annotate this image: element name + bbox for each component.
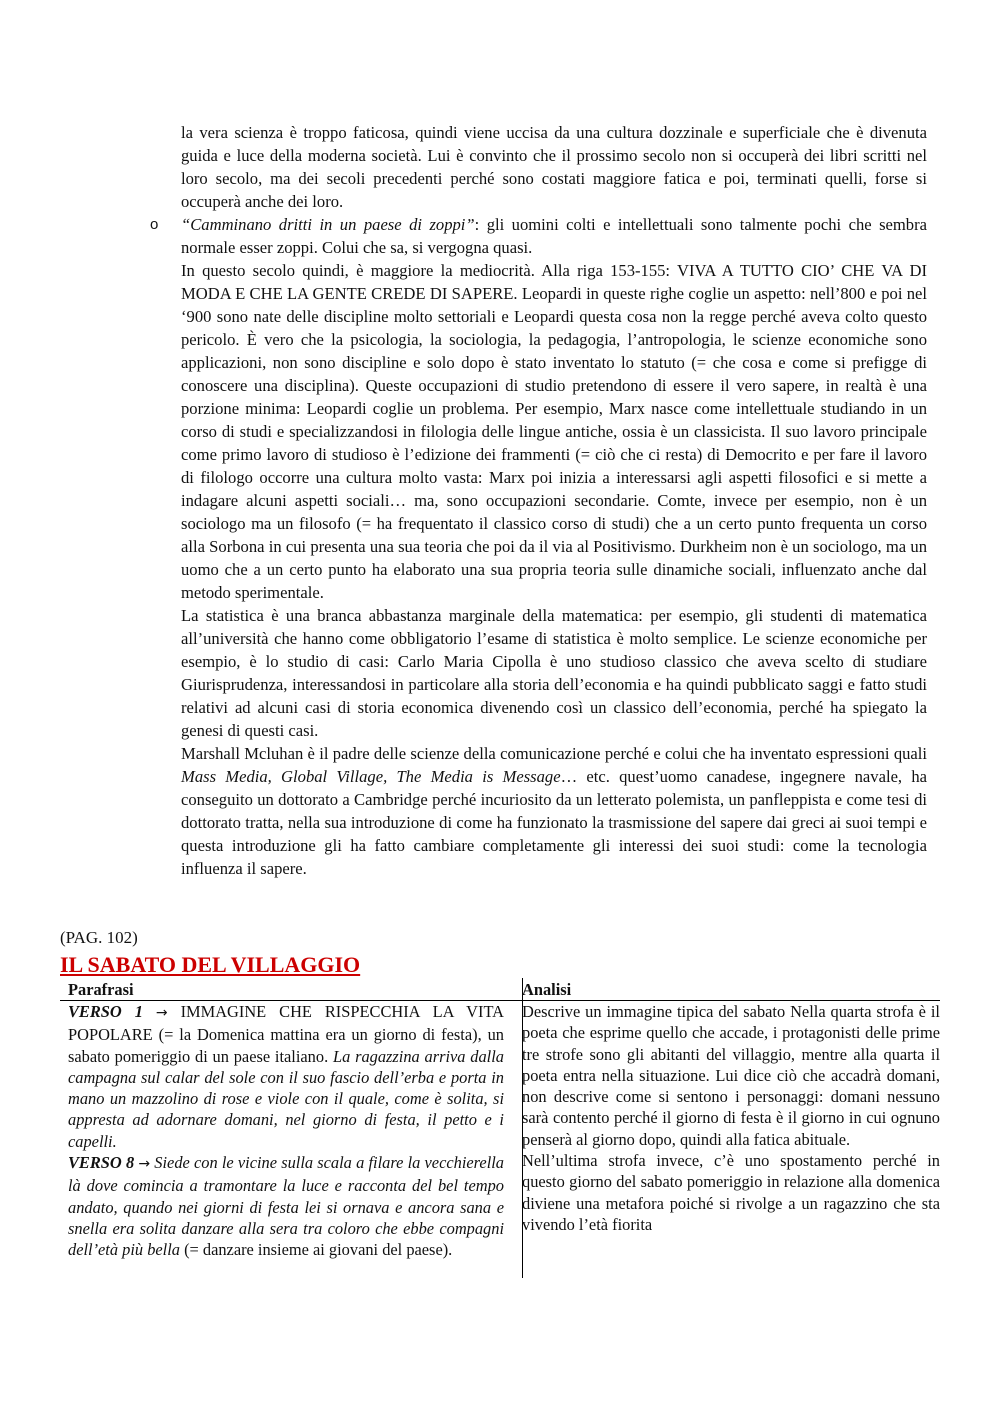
verso-8-text (68, 1152, 504, 1260)
analisi-cell (512, 1001, 940, 1261)
analisi-paragraph-1: Descrive un immagine tipica del sabato Nella quarta strofa è il poeta che esprime quello che accade, i protagonisti delle prime tre strofe sono gli abitanti del villaggio, mentre alla quarta il poeta entra nella situazione. Lui dice ciò che accadrà domani, non descrive come si sentono i personaggi: domani nessuno sarà contento perché il giorno di festa è il giorno in cui ognuno penserà al giorno dopo, quindi alla fatica abituale. (522, 1002, 940, 1149)
mcluhan-italic-terms: Mass Media, Global Village, The Media is Message (181, 767, 561, 786)
arrow-right-icon: → (138, 1156, 151, 1173)
verso-1-plain: IMMAGINE CHE RISPECCHIA LA VITA POPOLARE (= la Domenica mattina era un giorno di festa), un sabato pomeriggio di un paese italiano. (68, 1002, 505, 1066)
arrow-right-icon: → (155, 1005, 168, 1021)
bullet-rest: : gli uomini colti e intellettuali sono talmente pochi che sembra normale esser zoppi. Colui che sa, si vergogna quasi. (181, 215, 927, 257)
section-title: IL SABATO DEL VILLAGGIO (60, 952, 361, 977)
verso-1-text (68, 1001, 504, 1152)
mcluhan-text-b: … etc. quest’uomo canadese, ingegnere navale, ha conseguito un dottorato a Cambridge perché incuriosito da un letterato polemista, un panfleppista e come tesi di dottorato tratta, nella sua introduzione di come ha funzionato la trasmissione del sapere dai greci ai suoi tempi e questa introduzione gli ha fatto cambiare completamente gli interessi dei suoi studi: come la tecnologia influenza il sapere. (181, 767, 927, 878)
paragraph-statistica: La statistica è una branca abbastanza marginale della matematica: per esempio, gli studenti di matematica all’università che hanno come obbligatorio l’esame di statistica è molto semplice. Le scienze economiche per esempio, è lo studio di casi: Carlo Maria Cipolla è uno studioso classico che aveva scelto di studiare Giurisprudenza, interessandosi in particolare alla storia dell’economia e ha quindi pubblicato saggi e fatto studi relativi ad alcuni casi di storia economica divenendo così un classico dell’economia, perché ha spiegato la genesi di questi casi. (181, 606, 927, 740)
table-body-row (60, 1001, 940, 1261)
table-header-row (60, 980, 940, 1001)
verso-8-italic: Siede con le vicine sulla scala a filare la vecchierella là dove comincia a tramontare la luce e racconta del bel tempo andato, quando nei giorni di festa lei si ornava e ancora sana e snella era solita danzare alla sera tra coloro che ebbe compagni dell’età più bella (68, 1153, 504, 1260)
analysis-table (60, 980, 940, 1261)
page-reference: (PAG. 102) (60, 928, 138, 947)
notes-text-block (150, 121, 927, 880)
paragraph-vera-scienza: la vera scienza è troppo faticosa, quindi viene uccisa da una cultura dozzinale e superficiale che è divenuta guida e luce della moderna società. Lui è convinto che il prossimo secolo non si occuperà dei libri scritti nel loro secolo, ma dei secoli precedenti perché sono costati maggiore fatica e poi, terminati quelli, forse si occuperà anche dei loro. (181, 123, 927, 211)
verso-8-label: VERSO 8 (68, 1153, 135, 1173)
mcluhan-text-a: Marshall Mcluhan è il padre delle scienze della comunicazione perché e colui che ha inventato espressioni quali (181, 744, 927, 763)
paragraph-mcluhan (181, 742, 927, 880)
bullet-quote: “Camminano dritti in un paese di zoppi” (181, 215, 475, 234)
verso-1-italic: La ragazzina arriva dalla campagna sul calar del sole con il suo fascio dell’erba e porta in mano un mazzolino di rose e viole con il quale, come è solita, si appresta ad adornare domani, nel giorno di festa, il petto e i capelli. (68, 1046, 504, 1151)
bullet-text (181, 213, 927, 259)
header-parafrasi: Parafrasi (68, 980, 134, 999)
verso-1-label: VERSO 1 (68, 1002, 143, 1021)
paragraph-mediocrita: In questo secolo quindi, è maggiore la mediocrità. Alla riga 153-155: VIVA A TUTTO CIO’ CHE VA DI MODA E CHE LA GENTE CREDE DI SAPERE. Leopardi in queste righe coglie un aspetto: nell’800 e poi nel ‘900 sono nate delle discipline molto settoriali e Leopardi questa cosa non la regge perché aveva colto questo pericolo. È vero che la psicologia, la sociologia, la pedagogia, l’antropologia, le scienze economiche sono applicazioni, non sono discipline e solo dopo è stato inventato lo statuto (= che cosa e come si prefigge di conoscere una disciplina). Queste occupazioni di studio pretendono di essere il vero sapere, in realtà è una porzione minima: Leopardi coglie un problema. Per esempio, Marx nasce come intellettuale studiando in un corso di studi e specializzandosi in filologia delle lingue antiche, ossia è un classicista. Il suo lavoro principale come primo lavoro di studioso è l’edizione dei frammenti (= ciò che ci resta) di Democrito e per fare il lavoro di filologo occorre una cultura molto vasta: Marx poi inizia a interessarsi agli aspetti filosofici e si mette a indagare alcuni aspetti sociali… ma, sono occupazioni secondarie. Comte, invece per esempio, non è un sociologo ma un filosofo (= ha frequentato il classico corso di studi) che a un certo punto frequenta un corso alla Sorbona in cui presenta una sua teoria che poi da il via al Positivismo. Durkheim non è un sociologo, ma un uomo che a un certo punto ha elaborato una sua propria teoria sulle dinamiche sociali, influenzato anche dal metodo sperimentale. (181, 261, 927, 602)
bullet-marker: o (150, 216, 159, 233)
parafrasi-cell (60, 1001, 512, 1261)
header-analisi: Analisi (522, 980, 572, 999)
bullet-item-zoppi (150, 213, 927, 259)
verso-8-plain: (= danzare insieme ai giovani del paese). (179, 1240, 453, 1260)
analisi-paragraph-2: Nell’ultima strofa invece, c’è uno spostamento perché in questo giorno del sabato pomeriggio in relazione alla domenica diviene una metafora poiché si rivolge a un ragazzino che sta vivendo l’età fiorita (522, 1151, 940, 1234)
